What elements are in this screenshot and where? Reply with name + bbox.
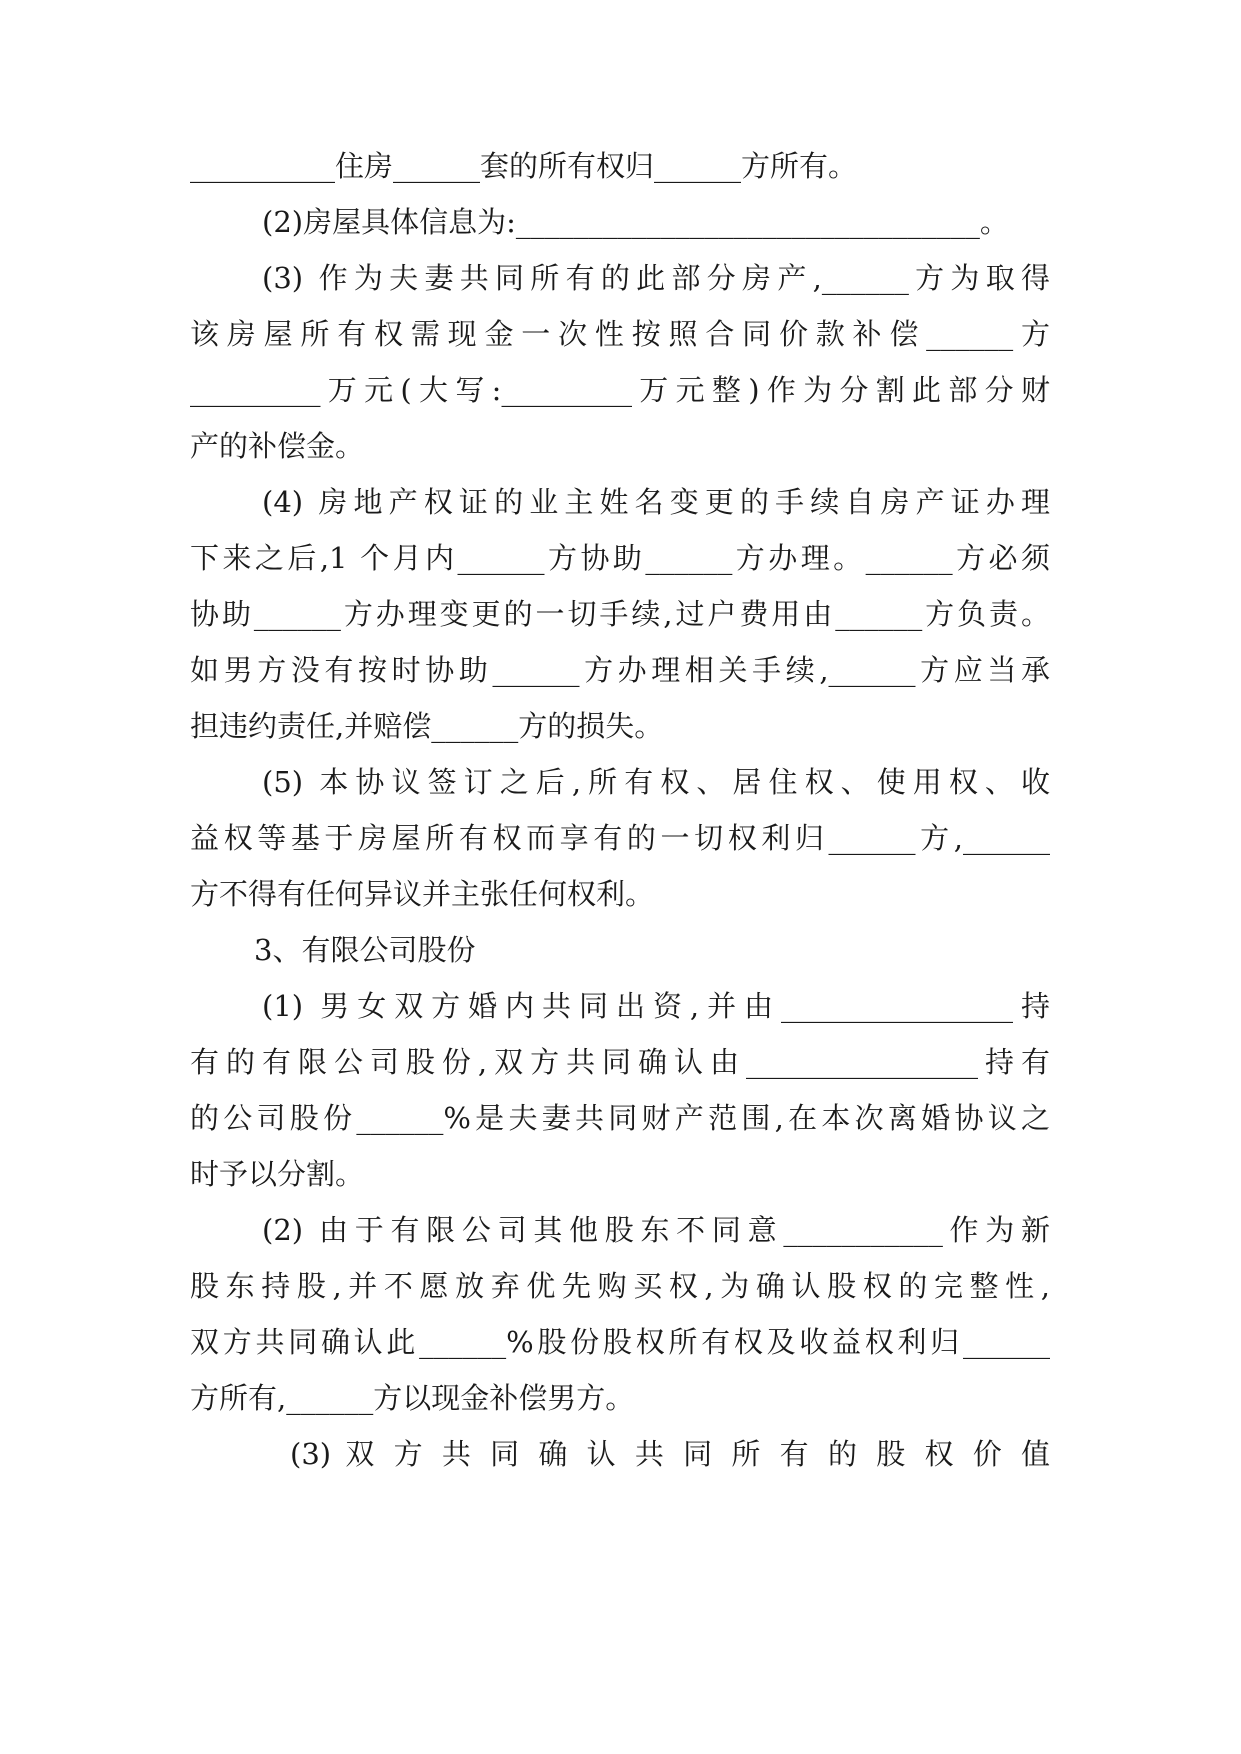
text-line: 有的有限公司股份,双方共同确认由________________持有 <box>190 1045 1050 1079</box>
text-line: (2) 由于有限公司其他股东不同意___________作为新 <box>262 1213 1050 1247</box>
text-line: 如男方没有按时协助______方办理相关手续,______方应当承 <box>190 653 1050 687</box>
text-line: 该房屋所有权需现金一次性按照合同价款补偿______方 <box>190 317 1050 351</box>
text-line: 协助______方办理变更的一切手续,过户费用由______方负责。 <box>190 597 1050 631</box>
text-line: 双方共同确认此______%股份股权所有权及收益权利归______ <box>190 1325 1050 1359</box>
text-line: (1) 男女双方婚内共同出资,并由________________持 <box>262 989 1050 1023</box>
text-line: __________住房______套的所有权归______方所有。 <box>190 149 858 183</box>
text-line: 产的补偿金。 <box>190 429 365 463</box>
section-heading: 3、有限公司股份 <box>254 933 476 967</box>
text-line: (4) 房地产权证的业主姓名变更的手续自房产证办理 <box>262 485 1050 519</box>
text-line: 益权等基于房屋所有权而享有的一切权利归______方,______ <box>190 821 1050 855</box>
text-line: 股东持股,并不愿放弃优先购买权,为确认股权的完整性, <box>190 1269 1050 1303</box>
text-line: 的公司股份______%是夫妻共同财产范围,在本次离婚协议之 <box>190 1101 1050 1135</box>
text-line: (3) 作为夫妻共同所有的此部分房产,______方为取得 <box>262 261 1050 295</box>
text-line: (5) 本协议签订之后,所有权、居住权、使用权、收 <box>262 765 1050 799</box>
text-line: 担违约责任,并赔偿______方的损失。 <box>190 709 664 743</box>
text-line: 方所有,______方以现金补偿男方。 <box>190 1381 635 1415</box>
text-line: 方不得有任何异议并主张任何权利。 <box>190 877 655 911</box>
text-line: 时予以分割。 <box>190 1157 365 1191</box>
text-line: (3) 双 方 共 同 确 认 共 同 所 有 的 股 权 价 值 <box>290 1437 1050 1471</box>
text-line: (2)房屋具体信息为:________________________________。 <box>262 205 1009 239</box>
text-line: 下来之后,1 个月内______方协助______方办理。______方必须 <box>190 541 1050 575</box>
text-line: _________万元(大写:_________万元整)作为分割此部分财 <box>190 373 1050 407</box>
